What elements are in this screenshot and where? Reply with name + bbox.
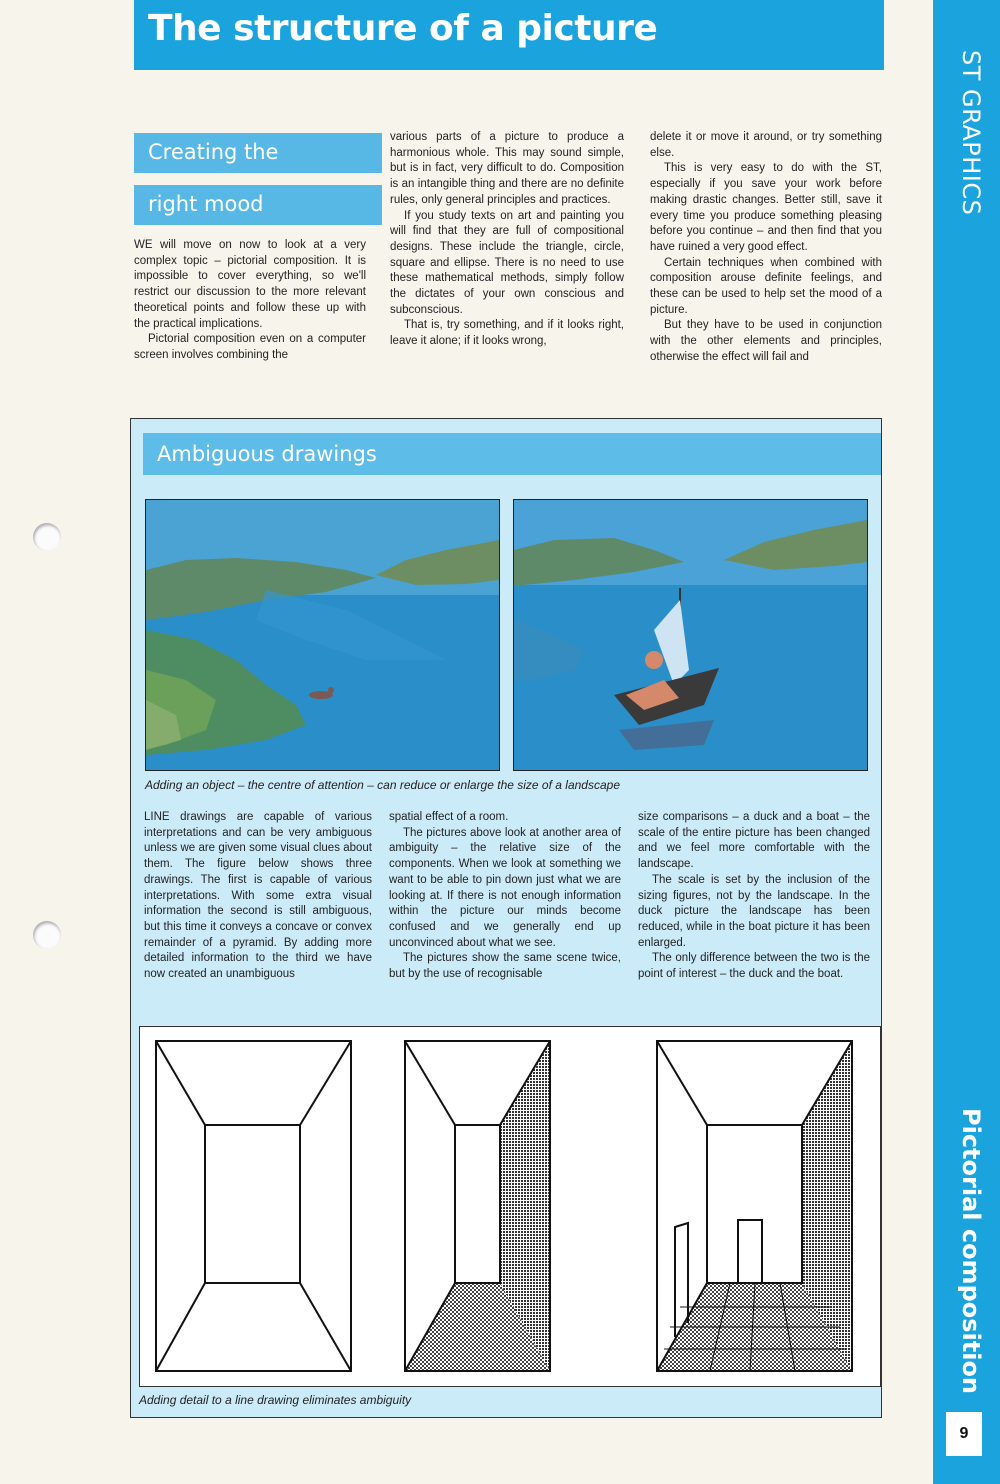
ambiguous-heading: Ambiguous drawings <box>157 442 377 466</box>
binder-hole-top <box>33 523 61 551</box>
page-number: 9 <box>946 1412 982 1456</box>
paragraph: The only difference between the two is the point of interest – the duck and the boat. <box>638 952 870 981</box>
paragraph: Certain techniques when combined with composition arouse definite feelings, and these can be used to help set the mood of a picture. <box>650 256 882 316</box>
ambiguous-column-3 <box>638 810 870 983</box>
line-drawings <box>140 1027 880 1386</box>
paragraph: LINE drawings are capable of various interpretations and can be very ambiguous unless we are given some visual clues about them. The figure below shows three drawings. The first is capable of various interpretations. With some extra visual information the second is still ambiguous, but this time it conveys a concave or convex remainder of a pyramid. By adding more detailed information to the third we have now created an unambiguous <box>144 811 372 981</box>
landscape-boat-image <box>513 499 868 771</box>
paragraph: The pictures show the same scene twice, but by the use of recognisable <box>389 952 621 981</box>
paragraph: WE will move on now to look at a very complex topic – pictorial composition. It is impossible to cover everything, so we'll restrict our discussion to the more relevant theoretical points and follow these up with the practical implications. <box>134 239 366 330</box>
section-heading-line1: Creating the <box>134 133 382 173</box>
drawing-shaded <box>405 1041 550 1371</box>
binder-hole-bottom <box>33 921 61 949</box>
paragraph: This is very easy to do with the ST, especially if you save your work before making drastic changes. Better still, save it every time you produce something pleasing before you continue – and then find that you have ruined a very good effect. <box>650 162 882 253</box>
intro-column-2 <box>390 130 624 350</box>
paragraph: various parts of a picture to produce a harmonious whole. This may sound simple, but is in fact, very difficult to do. Composition is an intangible thing and there are no definite rules, only general principles and practices. <box>390 131 624 206</box>
section-label: Pictorial composition <box>957 1108 985 1395</box>
ambiguous-column-2 <box>389 810 621 983</box>
paragraph: The scale is set by the inclusion of the sizing figures, not by the landscape. In the duck picture the landscape has been reduced, while in the boat picture it has been enlarged. <box>638 873 870 949</box>
paragraph: If you study texts on art and painting you will find that they are full of compositional designs. These include the triangle, circle, square and ellipse. There is no need to use these mathematical methods, simply follow the dictates of your own conscious and subconscious. <box>390 209 624 316</box>
paragraph: delete it or move it around, or try something else. <box>650 131 882 159</box>
series-label: ST GRAPHICS <box>957 50 985 216</box>
drawing-room <box>657 1041 852 1371</box>
paragraph: spatial effect of a room. <box>389 811 509 823</box>
paragraph: But they have to be used in conjunction with the other elements and principles, otherwise the effect will fail and <box>650 319 882 363</box>
section-heading-line2: right mood <box>134 185 382 225</box>
drawing-caption: Adding detail to a line drawing eliminates ambiguity <box>139 1393 412 1407</box>
paragraph: The pictures above look at another area of ambiguity – the relative size of the components. When we look at something we want to be able to pin down just what we are looking at. If there is not enough information within the picture our minds become confused and we generally end up unconvinced about what we see. <box>389 826 621 949</box>
paragraph: That is, try something, and if it looks right, leave it alone; if it looks wrong, <box>390 319 624 348</box>
intro-column-1 <box>134 238 366 364</box>
paragraph: Pictorial composition even on a computer screen involves combining the <box>134 333 366 361</box>
paragraph: size comparisons – a duck and a boat – the scale of the entire picture has been changed and we feel more comfortable with the landscape. <box>638 811 870 871</box>
line-drawings-box <box>139 1026 881 1387</box>
drawing-plain <box>156 1041 351 1371</box>
photo-caption: Adding an object – the centre of attention – can reduce or enlarge the size of a landscape <box>145 778 620 792</box>
landscape-duck-image <box>145 499 500 771</box>
page-title: The structure of a picture <box>148 8 658 49</box>
ambiguous-column-1 <box>144 810 372 983</box>
intro-column-3 <box>650 130 882 366</box>
